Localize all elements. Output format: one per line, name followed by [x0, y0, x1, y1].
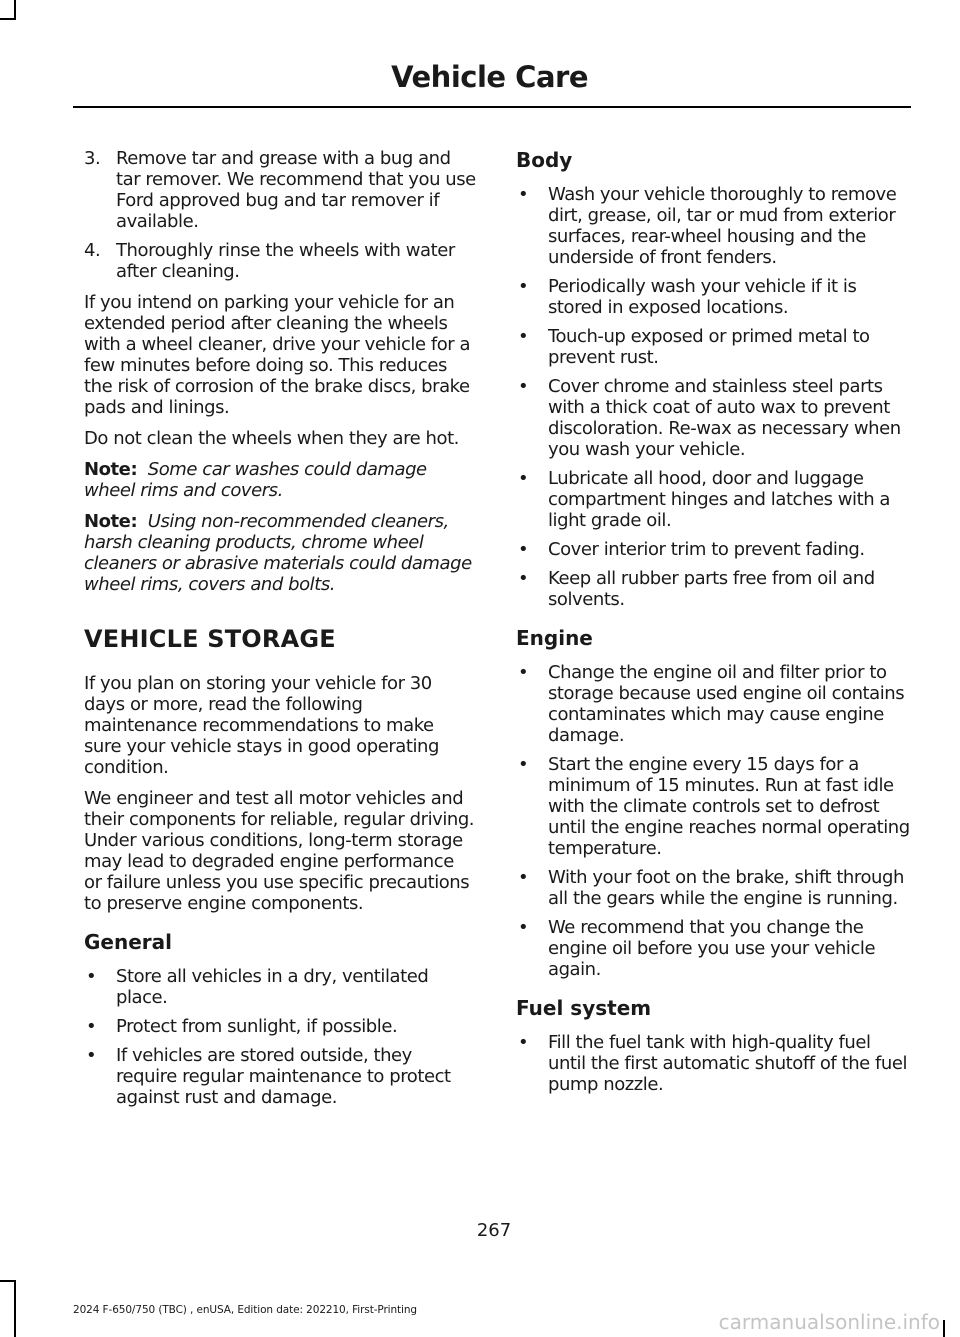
- body-bullet-list: [516, 184, 910, 610]
- bullet-text: If vehicles are stored outside, they require regular maintenance to protect against rust and damage.: [116, 1045, 451, 1108]
- note-text: Using non-recommended cleaners, harsh cleaning products, chrome wheel cleaners or abrasive materials could damage wheel rims, covers and bolts.: [84, 511, 472, 595]
- storage-intro-paragraph: If you plan on storing your vehicle for 30 days or more, read the following maintenance recommendations to make sure your vehicle stays in good operating condition.: [84, 673, 439, 778]
- bullet-text: Protect from sunlight, if possible.: [116, 1016, 398, 1037]
- bullet-marker: •: [518, 1032, 529, 1053]
- note-cleaners: [84, 511, 476, 595]
- crop-mark-bottom-left-vertical: [14, 1280, 16, 1337]
- body-bullet-item: [516, 568, 910, 610]
- storage-engineering-paragraph: We engineer and test all motor vehicles and their components for reliable, regular driving. Under various conditions, long-term storage may lead to degraded engine performance or failure unless you use specific precautions to preserve engine components.: [84, 788, 475, 914]
- body-bullet-item: [516, 184, 910, 268]
- step-text: Thoroughly rinse the wheels with water after cleaning.: [116, 240, 455, 282]
- bullet-marker: •: [518, 468, 529, 489]
- general-bullet-item: [84, 1016, 476, 1037]
- bullet-text: Cover interior trim to prevent fading.: [548, 539, 865, 560]
- hot-wheels-paragraph: Do not clean the wheels when they are hot.: [84, 428, 459, 449]
- bullet-text: Wash your vehicle thoroughly to remove dirt, grease, oil, tar or mud from exterior surfaces, rear-wheel housing and the underside of front fenders.: [548, 184, 897, 268]
- crop-mark-top-left-vertical: [14, 0, 16, 20]
- fuel-bullet-list: [516, 1032, 910, 1095]
- engine-bullet-item: [516, 662, 910, 746]
- note-label: Note:: [84, 511, 138, 532]
- bullet-marker: •: [86, 966, 97, 987]
- body-bullet-item: [516, 539, 910, 560]
- bullet-text: We recommend that you change the engine oil before you use your vehicle again.: [548, 917, 876, 980]
- bullet-text: Start the engine every 15 days for a minimum of 15 minutes. Run at fast idle with the climate controls set to defrost until the engine reaches normal operating temperature.: [548, 754, 910, 859]
- left-column: [84, 148, 476, 1118]
- body-bullet-item: [516, 376, 910, 460]
- bullet-marker: •: [518, 184, 529, 205]
- crop-mark-bottom-left-horizontal: [0, 1280, 16, 1282]
- bullet-marker: •: [518, 917, 529, 938]
- bullet-marker: •: [86, 1016, 97, 1037]
- bullet-text: Store all vehicles in a dry, ventilated place.: [116, 966, 429, 1008]
- header-rule: [73, 106, 911, 108]
- engine-bullet-item: [516, 867, 910, 909]
- bullet-marker: •: [86, 1045, 97, 1066]
- watermark: carmanualsonline.info: [718, 1310, 940, 1334]
- numbered-steps: [84, 148, 476, 282]
- bullet-marker: •: [518, 754, 529, 775]
- fuel-bullet-item: [516, 1032, 910, 1095]
- crop-mark-bottom-right-vertical: [943, 1320, 945, 1337]
- bullet-text: Fill the fuel tank with high-quality fuel until the first automatic shutoff of the fuel pump nozzle.: [548, 1032, 908, 1095]
- engine-heading: Engine: [516, 626, 593, 650]
- bullet-marker: •: [518, 326, 529, 347]
- body-bullet-item: [516, 326, 910, 368]
- step-item: [84, 240, 476, 282]
- bullet-marker: •: [518, 539, 529, 560]
- note-label: Note:: [84, 459, 138, 480]
- bullet-marker: •: [518, 276, 529, 297]
- engine-bullet-item: [516, 917, 910, 980]
- bullet-marker: •: [518, 568, 529, 589]
- page-number: 267: [476, 1220, 512, 1241]
- bullet-text: Lubricate all hood, door and luggage compartment hinges and latches with a light grade oil.: [548, 468, 891, 531]
- body-bullet-item: [516, 276, 910, 318]
- body-bullet-item: [516, 468, 910, 531]
- bullet-marker: •: [518, 376, 529, 397]
- vehicle-storage-heading: VEHICLE STORAGE: [84, 625, 336, 653]
- note-text: Some car washes could damage wheel rims and covers.: [84, 459, 427, 501]
- body-heading: Body: [516, 148, 573, 172]
- bullet-marker: •: [518, 867, 529, 888]
- note-car-washes: [84, 459, 476, 501]
- bullet-marker: •: [518, 662, 529, 683]
- bullet-text: With your foot on the brake, shift through all the gears while the engine is running.: [548, 867, 904, 909]
- general-bullet-item: [84, 966, 476, 1008]
- crop-mark-top-left-horizontal: [0, 18, 16, 20]
- bullet-text: Touch-up exposed or primed metal to prevent rust.: [548, 326, 870, 368]
- general-bullet-list: [84, 966, 476, 1108]
- bullet-text: Cover chrome and stainless steel parts with a thick coat of auto wax to prevent discoloration. Re-wax as necessary when you wash your vehicle.: [548, 376, 901, 460]
- edition-footer: 2024 F-650/750 (TBC) , enUSA, Edition date: 202210, First-Printing: [73, 1304, 417, 1316]
- parking-paragraph: If you intend on parking your vehicle for an extended period after cleaning the wheels with a wheel cleaner, drive your vehicle for a few minutes before doing so. This reduces the risk of corrosion of the brake discs, brake pads and linings.: [84, 292, 471, 418]
- bullet-text: Keep all rubber parts free from oil and solvents.: [548, 568, 875, 610]
- section-title: Vehicle Care: [391, 60, 588, 94]
- engine-bullet-item: [516, 754, 910, 859]
- step-number: 4.: [84, 240, 101, 261]
- general-heading: General: [84, 930, 172, 954]
- step-number: 3.: [84, 148, 101, 169]
- step-text: Remove tar and grease with a bug and tar remover. We recommend that you use Ford approved bug and tar remover if available.: [116, 148, 476, 232]
- bullet-text: Periodically wash your vehicle if it is stored in exposed locations.: [548, 276, 857, 318]
- right-column: [516, 148, 910, 1105]
- fuel-system-heading: Fuel system: [516, 996, 652, 1020]
- step-item: [84, 148, 476, 232]
- general-bullet-item: [84, 1045, 476, 1108]
- engine-bullet-list: [516, 662, 910, 980]
- bullet-text: Change the engine oil and filter prior to storage because used engine oil contains contaminates which may cause engine damage.: [548, 662, 905, 746]
